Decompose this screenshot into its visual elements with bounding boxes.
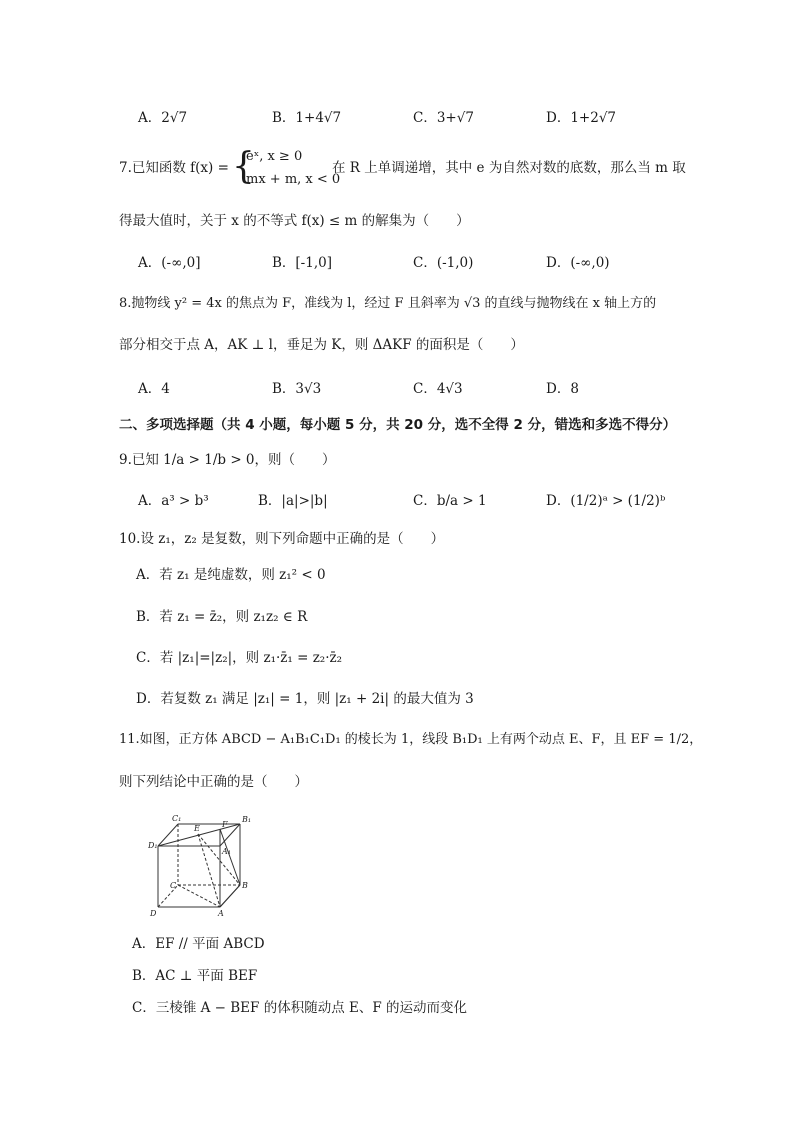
q11-option-c: C．三棱锥 A − BEF 的体积随动点 E、F 的运动而变化 — [132, 1000, 468, 1016]
q11-option-b: B．AC ⊥ 平面 BEF — [132, 968, 258, 984]
q6-option-b: B．1+4√7 — [272, 110, 342, 126]
cube-figure — [148, 810, 258, 920]
section-heading-multiple-choice: 二、多项选择题（共 4 小题，每小题 5 分，共 20 分，选不全得 2 分，错选和多选不得分） — [119, 417, 677, 433]
q7-option-b: B．[-1,0] — [272, 255, 332, 271]
q7-option-a: A．(-∞,0] — [138, 255, 201, 271]
q8-option-d: D．8 — [546, 381, 579, 397]
q7-case2: mx + m, x < 0 — [246, 172, 341, 187]
q10-option-a: A．若 z₁ 是纯虚数，则 z₁² < 0 — [136, 567, 326, 583]
q7-prefix: 7.已知函数 f(x) = — [119, 160, 229, 176]
q9-option-d: D．(1/2)ᵃ > (1/2)ᵇ — [546, 493, 666, 509]
label-e: E — [194, 824, 200, 833]
q7-suffix: 在 R 上单调递增，其中 e 为自然对数的底数，那么当 m 取 — [332, 160, 686, 176]
q7-option-c: C．(-1,0) — [413, 255, 474, 271]
q8-option-c: C．4√3 — [413, 381, 463, 397]
q8-stem-line1: 8.抛物线 y² = 4x 的焦点为 F，准线为 l，经过 F 且斜率为 √3 的直线与抛物线在 x 轴上方的 — [119, 296, 657, 311]
label-d: D — [150, 909, 157, 918]
label-f: F — [222, 820, 228, 829]
q9-option-b: B．|a|>|b| — [258, 493, 328, 509]
q6-option-d: D．1+2√7 — [546, 110, 617, 126]
q9-stem: 9.已知 1/a > 1/b > 0，则（ ） — [119, 452, 336, 468]
q9-option-a: A．a³ > b³ — [138, 493, 209, 509]
q8-stem-line2: 部分相交于点 A，AK ⊥ l，垂足为 K，则 ΔAKF 的面积是（ ） — [119, 337, 524, 353]
label-a1: A₁ — [222, 847, 231, 856]
q7-stem-line2: 得最大值时，关于 x 的不等式 f(x) ≤ m 的解集为（ ） — [119, 213, 470, 229]
q10-option-c: C．若 |z₁|=|z₂|，则 z₁·z̄₁ = z₂·z̄₂ — [136, 650, 343, 666]
label-c1: C₁ — [172, 814, 182, 823]
q8-option-b: B．3√3 — [272, 381, 322, 397]
q7-option-d: D．(-∞,0) — [546, 255, 610, 271]
q10-stem: 10.设 z₁，z₂ 是复数，则下列命题中正确的是（ ） — [119, 531, 445, 547]
label-a: A — [218, 909, 224, 918]
q6-option-a: A．2√7 — [138, 110, 188, 126]
label-b1: B₁ — [242, 815, 252, 824]
label-c: C — [170, 881, 177, 890]
q10-option-b: B．若 z₁ = z̄₂，则 z₁z₂ ∈ R — [136, 609, 308, 625]
q11-stem-line1: 11.如图，正方体 ABCD − A₁B₁C₁D₁ 的棱长为 1，线段 B₁D₁ 上有两个动点 E、F，且 EF = 1/2， — [119, 732, 703, 747]
label-d1: D₁ — [148, 841, 158, 850]
q7-case1: eˣ, x ≥ 0 — [246, 149, 303, 164]
q9-option-c: C．b/a > 1 — [413, 493, 487, 509]
q10-option-d: D．若复数 z₁ 满足 |z₁| = 1，则 |z₁ + 2i| 的最大值为 3 — [136, 691, 474, 707]
q8-option-a: A．4 — [138, 381, 170, 397]
q11-option-a: A．EF // 平面 ABCD — [132, 936, 265, 952]
q11-stem-line2: 则下列结论中正确的是（ ） — [119, 774, 308, 790]
q7-brace: { — [232, 146, 255, 187]
q6-option-c: C．3+√7 — [413, 110, 474, 126]
label-b: B — [242, 881, 248, 890]
